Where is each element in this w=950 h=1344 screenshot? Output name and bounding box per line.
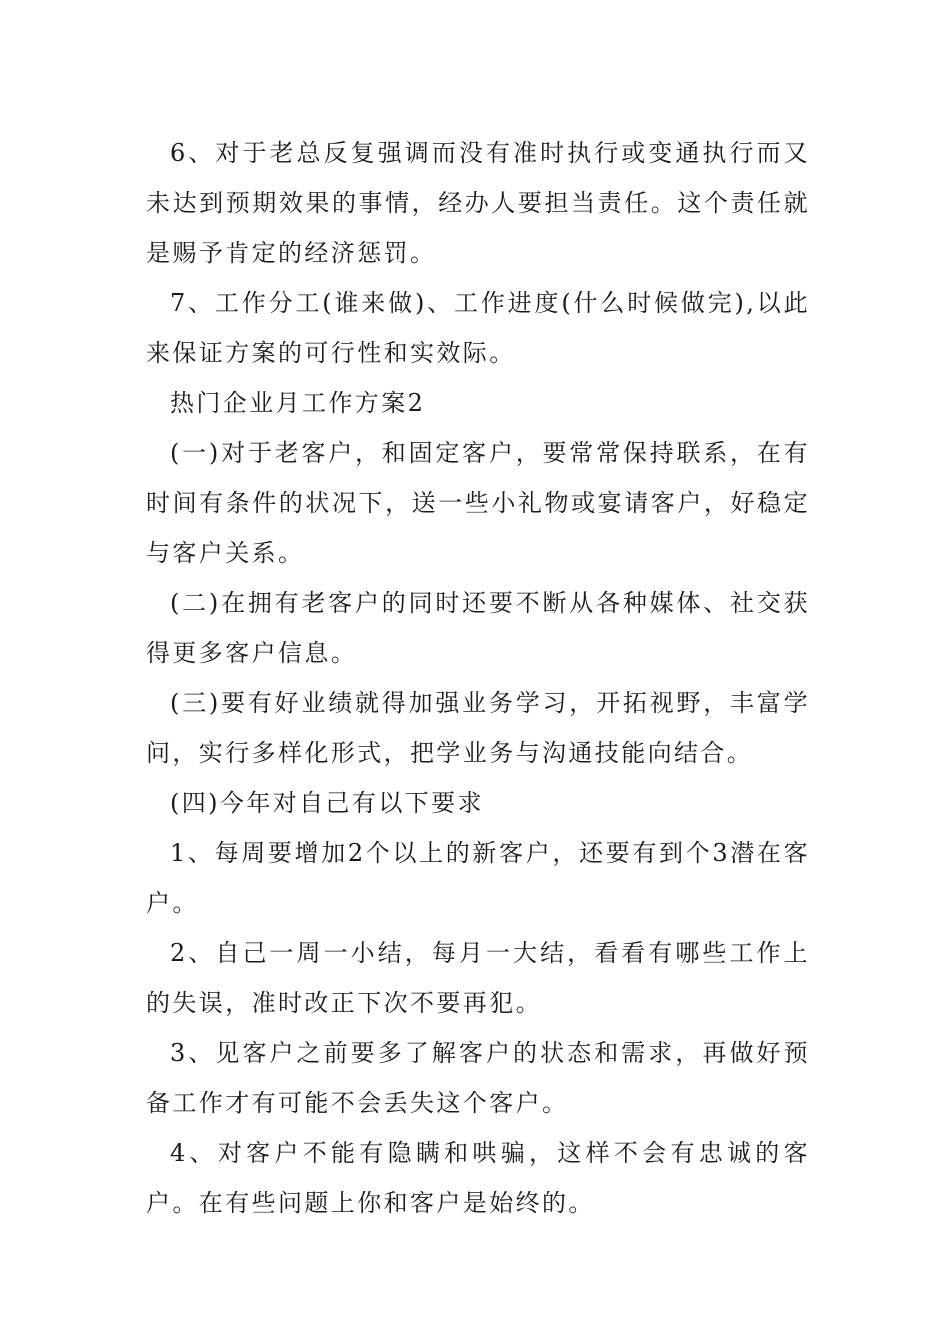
paragraph-item-7: 7、工作分工(谁来做)、工作进度(什么时候做完),以此来保证方案的可行性和实效际。 [146, 289, 810, 367]
paragraph-section-1: (一)对于老客户，和固定客户，要常常保持联系，在有时间有条件的状况下，送一些小礼物或宴请客户，好稳定与客户关系。 [146, 439, 810, 567]
requirement-item-1: 1、每周要增加2个以上的新客户，还要有到个3潜在客户。 [146, 839, 810, 917]
requirement-item-2: 2、自己一周一小结，每月一大结，看看有哪些工作上的失误，准时改正下次不要再犯。 [146, 939, 810, 1017]
document-body [146, 128, 810, 1228]
paragraph-section-2: (二)在拥有老客户的同时还要不断从各种媒体、社交获得更多客户信息。 [146, 589, 810, 667]
paragraph-section-3: (三)要有好业绩就得加强业务学习，开拓视野，丰富学问，实行多样化形式，把学业务与沟通技能向结合。 [146, 689, 810, 767]
paragraph-section-4: (四)今年对自己有以下要求 [170, 789, 484, 817]
section-title: 热门企业月工作方案2 [170, 389, 426, 417]
requirement-item-3: 3、见客户之前要多了解客户的状态和需求，再做好预备工作才有可能不会丢失这个客户。 [146, 1039, 810, 1117]
paragraph-item-6: 6、对于老总反复强调而没有准时执行或变通执行而又未达到预期效果的事情，经办人要担当责任。这个责任就是赐予肯定的经济惩罚。 [146, 139, 810, 267]
requirement-item-4: 4、对客户不能有隐瞒和哄骗，这样不会有忠诚的客户。在有些问题上你和客户是始终的。 [146, 1139, 810, 1217]
